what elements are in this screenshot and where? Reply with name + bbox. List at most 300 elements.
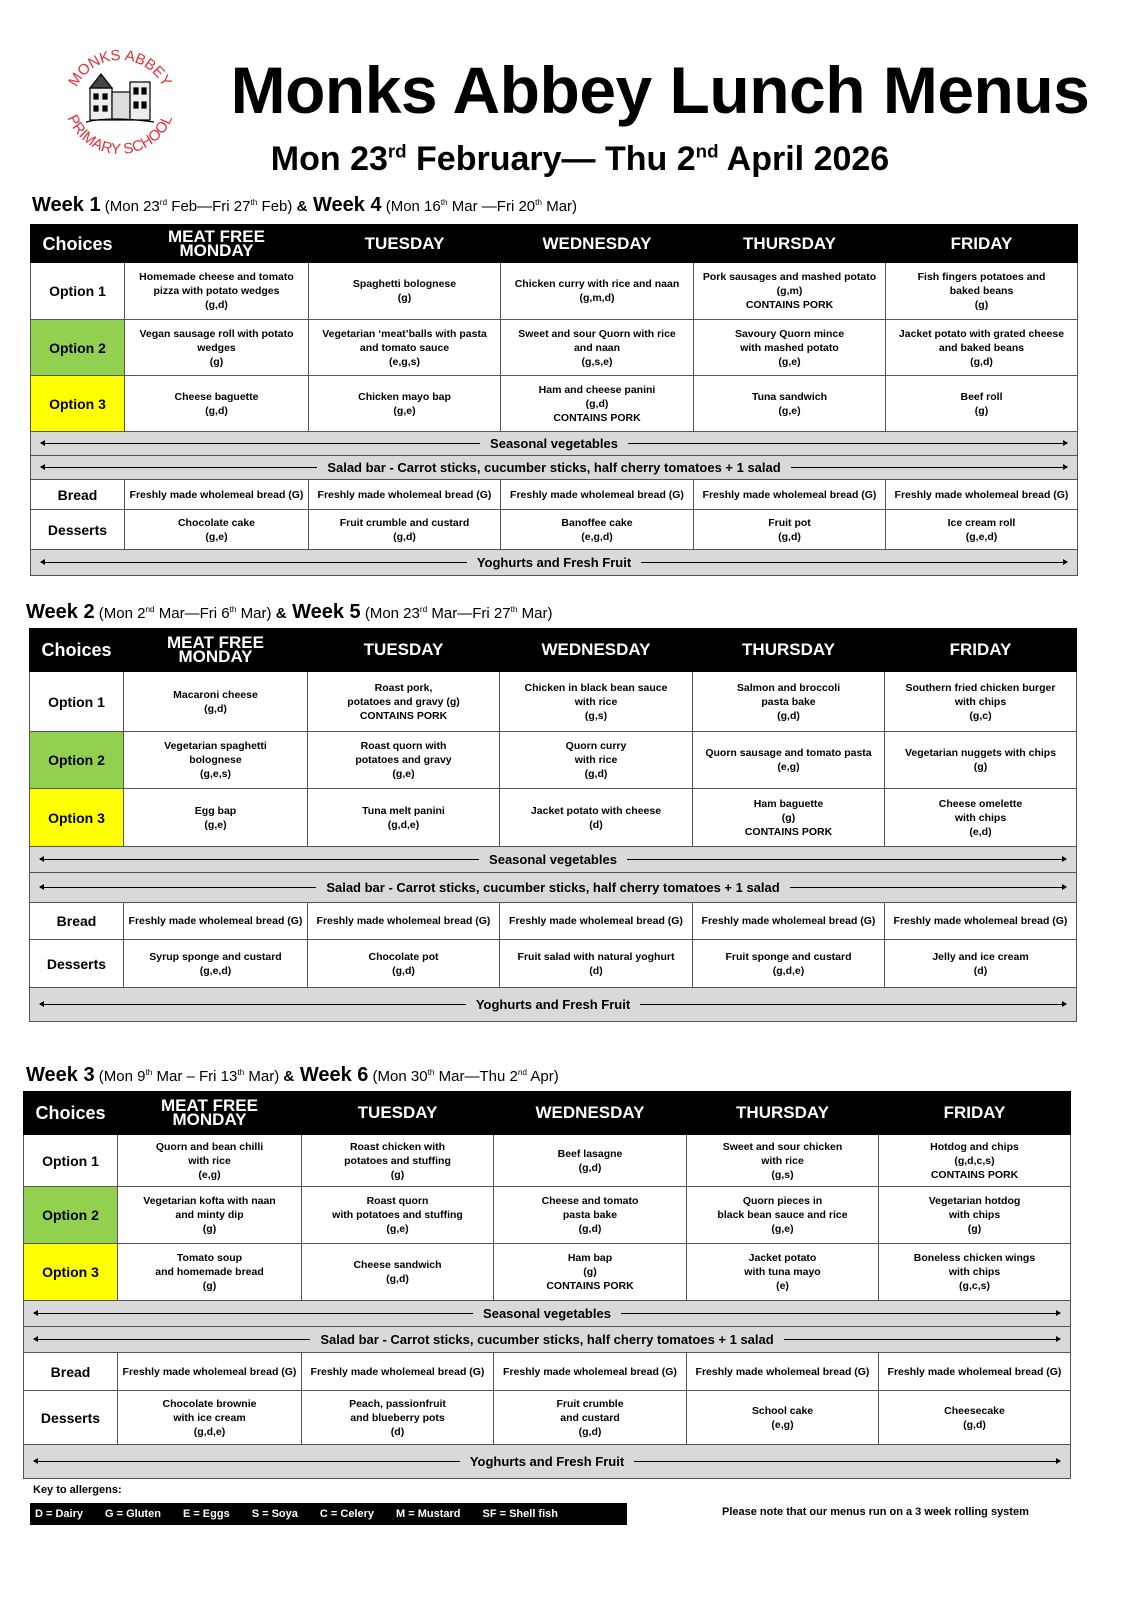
column-header-tuesday: TUESDAY — [302, 1092, 494, 1135]
heading-part: th — [229, 605, 237, 614]
column-header-thursday: THURSDAY — [694, 225, 886, 263]
allergen-codes: (g,c,s) — [959, 1280, 990, 1292]
row-label-desserts: Desserts — [24, 1391, 118, 1445]
allergen-codes: (g,d) — [393, 530, 416, 543]
allergen-codes: (g,d) — [585, 397, 609, 410]
allergen-codes: (g,e) — [778, 355, 801, 368]
heading-part: th — [237, 1068, 245, 1077]
allergen-codes: (g) — [974, 299, 989, 311]
menu-cell — [118, 1135, 302, 1187]
heading-part: th — [535, 198, 543, 207]
menu-cell — [693, 732, 885, 789]
bread-cell: Freshly made wholemeal bread (G) — [501, 480, 694, 510]
dish-name: pasta bake — [761, 695, 816, 708]
menu-cell — [124, 672, 308, 732]
dish-name: Tuna melt panini — [362, 804, 445, 817]
dish-name: Fish fingers potatoes and — [917, 271, 1046, 283]
dish-name: Ice cream roll — [947, 516, 1016, 529]
bread-cell: Freshly made wholemeal bread (G) — [118, 1353, 302, 1391]
allergen-codes: (g,e) — [392, 768, 415, 780]
column-header-choices: Choices — [24, 1092, 118, 1135]
column-header-thursday: THURSDAY — [693, 629, 885, 672]
dish-name: Vegetarian kofta with naan — [143, 1195, 276, 1207]
dish-name: with tuna mayo — [744, 1266, 821, 1278]
arrow-right-icon — [641, 562, 1067, 563]
allergen-celery: C = Celery — [319, 1508, 375, 1520]
dish-name: Sweet and sour Quorn with rice — [518, 327, 676, 340]
dish-name: Beef lasagne — [557, 1147, 623, 1160]
pork-warning: CONTAINS PORK — [553, 411, 641, 424]
logo-text-top: MONKS ABBEY — [65, 46, 175, 90]
allergen-codes: (e,g) — [777, 761, 800, 773]
heading-part: Week 5 — [286, 601, 361, 623]
allergen-codes: (e,g,d) — [581, 530, 613, 543]
column-header-friday: FRIDAY — [879, 1092, 1071, 1135]
menu-cell — [124, 789, 308, 847]
allergen-codes: (g,m,d) — [579, 292, 615, 304]
menu-cell — [308, 732, 500, 789]
menu-cell — [302, 1244, 494, 1301]
heading-part: Mar) — [517, 605, 553, 622]
dish-name: Banoffee cake — [561, 516, 633, 529]
salad-bar-row — [31, 456, 1078, 480]
heading-part: Mar) — [244, 1068, 284, 1085]
column-header-meat-free-monday: MEAT FREE MONDAY — [118, 1092, 302, 1135]
bread-cell: Freshly made wholemeal bread (G) — [309, 480, 501, 510]
menu-cell — [885, 940, 1077, 988]
dish-name: Jelly and ice cream — [932, 950, 1029, 963]
dish-name: Tomato soup — [176, 1252, 243, 1264]
dish-name: Jacket potato with grated cheese — [898, 327, 1065, 340]
salad-bar-row — [24, 1327, 1071, 1353]
heading-part: Mar) — [542, 198, 578, 215]
allergen-codes: (g,d,e) — [387, 818, 420, 831]
yoghurt-fruit-row — [31, 550, 1078, 576]
page-title: Monks Abbey Lunch Menus — [230, 53, 1090, 127]
heading-part: (Mon 23 — [360, 605, 420, 622]
arrow-right-icon — [784, 1339, 1060, 1340]
heading-part: Week 2 — [26, 601, 95, 623]
dish-name: Fruit crumble and custard — [339, 516, 470, 529]
dish-name: bolognese — [189, 754, 242, 766]
heading-part: Mar—Fri 6 — [154, 605, 230, 622]
column-header-friday: FRIDAY — [885, 629, 1077, 672]
dish-name: Roast chicken with — [349, 1140, 446, 1153]
heading-part: nd — [145, 605, 155, 614]
band-cell — [24, 1445, 1071, 1479]
dish-name: with chips — [954, 695, 1007, 708]
arrow-left-icon — [41, 443, 480, 444]
column-header-tuesday: TUESDAY — [309, 225, 501, 263]
allergen-codes: (g,s) — [584, 709, 608, 722]
menu-cell — [694, 376, 886, 432]
menu-cell — [687, 1135, 879, 1187]
arrow-right-icon — [640, 1004, 1066, 1005]
allergen-codes: (g,d) — [963, 1418, 986, 1431]
heading-part: th — [250, 198, 258, 207]
allergen-codes: (g,e,s) — [200, 768, 231, 780]
allergen-gluten: G = Gluten — [105, 1508, 161, 1520]
allergen-codes: (g,d) — [205, 299, 228, 311]
allergen-codes: (g,e) — [386, 1223, 409, 1235]
dish-name: Quorn and bean chilli — [155, 1140, 264, 1153]
column-header-meat-free-monday: MEAT FREE MONDAY — [125, 225, 309, 263]
allergen-mustard: M = Mustard — [396, 1508, 461, 1520]
menu-cell — [308, 672, 500, 732]
allergen-codes: (e) — [776, 1280, 789, 1292]
menu-table-week-3 — [23, 1091, 1071, 1479]
menu-table-week-1 — [30, 224, 1078, 576]
allergen-codes: (g,d,e) — [772, 964, 805, 977]
menu-cell — [501, 510, 694, 550]
allergen-codes: (g,c) — [969, 709, 992, 722]
row-label-option1: Option 1 — [31, 263, 125, 320]
allergen-codes: (d) — [973, 964, 988, 977]
option-3-row — [30, 789, 1077, 847]
dish-name: Vegan sausage roll with potato — [139, 327, 294, 340]
row-label-bread: Bread — [24, 1353, 118, 1391]
dish-name: with chips — [954, 811, 1007, 824]
desserts-row — [30, 940, 1077, 988]
allergen-codes: (e,g,s) — [389, 355, 420, 368]
menu-cell — [500, 940, 693, 988]
dish-name: Hotdog and chips — [930, 1140, 1019, 1153]
allergen-codes: (g,d) — [386, 1273, 409, 1285]
day-header-row — [30, 629, 1077, 672]
arrow-left-icon — [40, 859, 479, 860]
heading-part: (Mon 23 — [100, 198, 160, 215]
dish-name: with rice — [188, 1154, 231, 1167]
dish-name: Quorn pieces in — [742, 1195, 823, 1207]
allergen-codes: (g) — [202, 1223, 217, 1235]
band-cell — [24, 1327, 1071, 1353]
pork-warning: CONTAINS PORK — [744, 825, 833, 838]
dish-name: potatoes and stuffing — [344, 1154, 451, 1167]
column-header-tuesday: TUESDAY — [308, 629, 500, 672]
band-label: Salad bar - Carrot sticks, cucumber sticks, half cherry tomatoes + 1 salad — [326, 879, 780, 895]
week-heading-2 — [26, 601, 552, 624]
dish-name: with rice — [574, 695, 618, 708]
dish-name: Ham bap — [567, 1252, 613, 1264]
rolling-menu-note: Please note that our menus run on a 3 week rolling system — [722, 1506, 1029, 1518]
dish-name: baked beans — [949, 285, 1014, 297]
arrow-left-icon — [41, 562, 467, 563]
dish-name: Fruit crumble — [556, 1397, 624, 1410]
seasonal-vegetables-row — [24, 1301, 1071, 1327]
dish-name: Peach, passionfruit — [349, 1397, 446, 1410]
menu-cell — [886, 376, 1078, 432]
allergen-codes: (g) — [390, 1168, 405, 1181]
arrow-left-icon — [34, 1313, 473, 1314]
heading-part: Apr) — [527, 1068, 559, 1085]
row-label-option3: Option 3 — [31, 376, 125, 432]
option-3-row — [31, 376, 1078, 432]
menu-cell — [309, 263, 501, 320]
arrow-right-icon — [790, 887, 1066, 888]
dish-name: Cheese and tomato — [541, 1195, 639, 1207]
row-label-option3: Option 3 — [24, 1244, 118, 1301]
dish-name: Cheesecake — [944, 1404, 1005, 1417]
allergen-codes: (g,d) — [204, 702, 227, 715]
band-label: Salad bar - Carrot sticks, cucumber sticks, half cherry tomatoes + 1 salad — [327, 459, 781, 475]
heading-part: Feb—Fri 27 — [167, 198, 251, 215]
week-heading-1 — [32, 194, 577, 217]
menu-cell — [125, 320, 309, 376]
menu-cell — [500, 789, 693, 847]
band-label: Yoghurts and Fresh Fruit — [469, 1453, 625, 1469]
arrow-left-icon — [34, 1461, 460, 1462]
allergen-soya: S = Soya — [251, 1508, 298, 1520]
allergen-eggs: E = Eggs — [182, 1508, 230, 1520]
dish-name: Homemade cheese and tomato — [139, 271, 294, 283]
dish-name: Roast quorn with — [360, 740, 447, 752]
column-header-wednesday: WEDNESDAY — [494, 1092, 687, 1135]
heading-part: Week 1 — [32, 194, 101, 216]
menu-cell — [125, 263, 309, 320]
dish-name: potatoes and gravy (g) — [347, 695, 460, 708]
yoghurt-fruit-row — [24, 1445, 1071, 1479]
allergen-codes: (g) — [973, 761, 988, 773]
band-label: Yoghurts and Fresh Fruit — [475, 996, 631, 1012]
bread-row — [30, 903, 1077, 940]
menu-cell — [124, 732, 308, 789]
menu-cell — [886, 320, 1078, 376]
dish-name: Chicken mayo bap — [358, 390, 451, 403]
menu-cell — [309, 320, 501, 376]
option-1-row — [24, 1135, 1071, 1187]
option-3-row — [24, 1244, 1071, 1301]
dish-name: with potatoes and stuffing — [332, 1209, 463, 1221]
dish-name: Egg bap — [194, 804, 237, 817]
band-label: Seasonal vegetables — [483, 1305, 611, 1321]
bread-cell: Freshly made wholemeal bread (G) — [885, 903, 1077, 940]
menu-cell — [693, 940, 885, 988]
menu-cell — [309, 376, 501, 432]
allergen-codes: (g) — [209, 355, 224, 368]
allergen-codes: (g) — [202, 1280, 217, 1292]
heading-part: th — [427, 1068, 435, 1077]
dish-name: Vegetarian ‘meat’balls with pasta — [322, 327, 487, 340]
allergen-codes: (g,d) — [970, 355, 993, 368]
dish-name: potatoes and gravy — [355, 754, 452, 766]
dish-name: Chocolate cake — [177, 516, 256, 529]
arrow-left-icon — [40, 887, 316, 888]
row-label-option1: Option 1 — [30, 672, 124, 732]
band-cell — [31, 550, 1078, 576]
row-label-desserts: Desserts — [30, 940, 124, 988]
bread-row — [24, 1353, 1071, 1391]
option-2-row — [31, 320, 1078, 376]
dish-name: Salmon and broccoli — [736, 681, 841, 694]
bread-cell: Freshly made wholemeal bread (G) — [500, 903, 693, 940]
logo-text-bottom: PRIMARY SCHOOL — [63, 112, 177, 159]
menu-cell — [501, 263, 694, 320]
dish-name: with chips — [948, 1266, 1001, 1278]
heading-part: Mar – Fri 13 — [152, 1068, 238, 1085]
band-label: Seasonal vegetables — [489, 851, 617, 867]
dish-name: Syrup sponge and custard — [149, 950, 282, 963]
heading-part: (Mon 9 — [94, 1068, 146, 1085]
dish-name: Jacket potato — [748, 1252, 817, 1264]
page-header — [0, 0, 1131, 200]
allergen-codes: (g,m) — [776, 285, 803, 297]
allergen-key — [30, 1503, 627, 1525]
band-cell — [31, 456, 1078, 480]
arrow-right-icon — [634, 1461, 1060, 1462]
heading-part: Week 3 — [26, 1064, 95, 1086]
dish-name: with chips — [948, 1209, 1001, 1221]
dish-name: Chocolate brownie — [162, 1397, 257, 1410]
row-label-option2: Option 2 — [30, 732, 124, 789]
menu-cell — [885, 789, 1077, 847]
bread-cell: Freshly made wholemeal bread (G) — [302, 1353, 494, 1391]
allergen-codes: (g) — [974, 404, 989, 417]
dish-name: Fruit pot — [768, 516, 811, 529]
band-cell — [30, 988, 1077, 1022]
heading-part: (Mon 16 — [381, 198, 441, 215]
allergen-codes: (g,d) — [392, 964, 415, 977]
dish-name: Vegetarian hotdog — [928, 1195, 1021, 1207]
dish-name: with rice — [761, 1154, 804, 1167]
dish-name: Tuna sandwich — [751, 390, 828, 403]
allergen-codes: (g,d) — [205, 404, 228, 417]
heading-part: Week 4 — [307, 194, 382, 216]
dish-name: and tomato sauce — [359, 341, 450, 354]
arrow-right-icon — [628, 443, 1067, 444]
dish-name: pasta bake — [562, 1209, 618, 1221]
row-label-option3: Option 3 — [30, 789, 124, 847]
allergen-codes: (g) — [583, 1266, 597, 1278]
menu-cell — [118, 1244, 302, 1301]
allergen-key-label: Key to allergens: — [33, 1484, 122, 1496]
dish-name: Roast pork, — [374, 681, 433, 694]
allergen-codes: (g) — [967, 1223, 982, 1235]
bread-cell: Freshly made wholemeal bread (G) — [687, 1353, 879, 1391]
menu-cell — [118, 1391, 302, 1445]
menu-cell — [687, 1391, 879, 1445]
bread-cell: Freshly made wholemeal bread (G) — [308, 903, 500, 940]
menu-cell — [501, 320, 694, 376]
allergen-codes: (g,d) — [578, 1425, 602, 1438]
menu-cell — [886, 510, 1078, 550]
menu-cell — [694, 320, 886, 376]
arrow-left-icon — [40, 1004, 466, 1005]
allergen-codes: (g,d) — [777, 709, 800, 722]
dish-name: Pork sausages and mashed potato — [702, 271, 877, 283]
dish-name: Ham baguette — [753, 797, 824, 810]
day-header-row — [31, 225, 1078, 263]
menu-cell — [500, 732, 693, 789]
menu-cell — [118, 1187, 302, 1244]
seasonal-vegetables-row — [30, 847, 1077, 873]
bread-cell: Freshly made wholemeal bread (G) — [124, 903, 308, 940]
row-label-option2: Option 2 — [31, 320, 125, 376]
menu-cell — [879, 1391, 1071, 1445]
dish-name: Roast quorn — [366, 1195, 429, 1207]
menu-cell — [694, 263, 886, 320]
allergen-codes: (g,d) — [578, 1223, 602, 1235]
menu-cell — [494, 1391, 687, 1445]
allergen-codes: (e,d) — [969, 825, 992, 838]
dish-name: Savoury Quorn mince — [734, 327, 845, 340]
menu-cell — [501, 376, 694, 432]
week-heading-3 — [26, 1064, 559, 1087]
menu-cell — [494, 1244, 687, 1301]
menu-cell — [494, 1187, 687, 1244]
dish-name: Quorn sausage and tomato pasta — [705, 747, 872, 759]
allergen-codes: (d) — [589, 964, 603, 977]
band-label: Salad bar - Carrot sticks, cucumber sticks, half cherry tomatoes + 1 salad — [320, 1331, 774, 1347]
heading-part: th — [510, 605, 518, 614]
dish-name: and blueberry pots — [350, 1411, 445, 1424]
dish-name: Southern fried chicken burger — [905, 681, 1056, 694]
bread-row — [31, 480, 1078, 510]
row-label-desserts: Desserts — [31, 510, 125, 550]
pork-warning: CONTAINS PORK — [930, 1168, 1019, 1181]
heading-part: nd — [517, 1068, 528, 1077]
dish-name: Jacket potato with cheese — [530, 804, 662, 817]
heading-part: & — [283, 1068, 295, 1085]
pork-warning: CONTAINS PORK — [546, 1280, 634, 1292]
salad-bar-row — [30, 873, 1077, 903]
allergen-codes: (g,e) — [393, 404, 416, 417]
desserts-row — [31, 510, 1078, 550]
menu-cell — [694, 510, 886, 550]
dish-name: Cheese omelette — [938, 797, 1023, 810]
dish-name: with mashed potato — [740, 341, 839, 354]
allergen-codes: (g) — [781, 811, 796, 824]
allergen-codes: (g,d,c,s) — [954, 1154, 995, 1167]
heading-part: rd — [159, 198, 168, 207]
row-label-bread: Bread — [30, 903, 124, 940]
menu-cell — [494, 1135, 687, 1187]
dish-name: Macaroni cheese — [173, 688, 258, 701]
dish-name: Vegetarian spaghetti — [164, 740, 267, 752]
dish-name: Boneless chicken wings — [913, 1252, 1036, 1264]
allergen-codes: (g,e,d) — [199, 964, 232, 977]
bread-cell: Freshly made wholemeal bread (G) — [694, 480, 886, 510]
column-header-wednesday: WEDNESDAY — [500, 629, 693, 672]
allergen-shellfish: SF = Shell fish — [482, 1508, 558, 1520]
column-header-choices: Choices — [30, 629, 124, 672]
allergen-codes: (g,s,e) — [581, 355, 613, 368]
dish-name: Chicken in black bean sauce — [524, 681, 668, 694]
allergen-codes: (g,e) — [205, 530, 228, 543]
desserts-row — [24, 1391, 1071, 1445]
option-2-row — [30, 732, 1077, 789]
arrow-right-icon — [621, 1313, 1060, 1314]
dish-name: and custard — [560, 1411, 620, 1424]
allergen-codes: (g,e,d) — [965, 530, 998, 543]
menu-cell — [500, 672, 693, 732]
yoghurt-fruit-row — [30, 988, 1077, 1022]
dish-name: with rice — [574, 754, 618, 766]
date-range: Mon 23rd February— Thu 2nd April 2026 — [270, 140, 890, 178]
band-label: Yoghurts and Fresh Fruit — [476, 554, 632, 570]
bread-cell: Freshly made wholemeal bread (G) — [494, 1353, 687, 1391]
bread-cell: Freshly made wholemeal bread (G) — [879, 1353, 1071, 1391]
dish-name: School cake — [751, 1404, 814, 1417]
dish-name: Spaghetti bolognese — [352, 278, 457, 290]
menu-cell — [687, 1187, 879, 1244]
menu-cell — [309, 510, 501, 550]
band-label: Seasonal vegetables — [490, 435, 618, 451]
dish-name: Ham and cheese panini — [538, 383, 656, 396]
menu-cell — [885, 672, 1077, 732]
band-cell — [31, 432, 1078, 456]
option-2-row — [24, 1187, 1071, 1244]
dish-name: with ice cream — [173, 1411, 246, 1424]
